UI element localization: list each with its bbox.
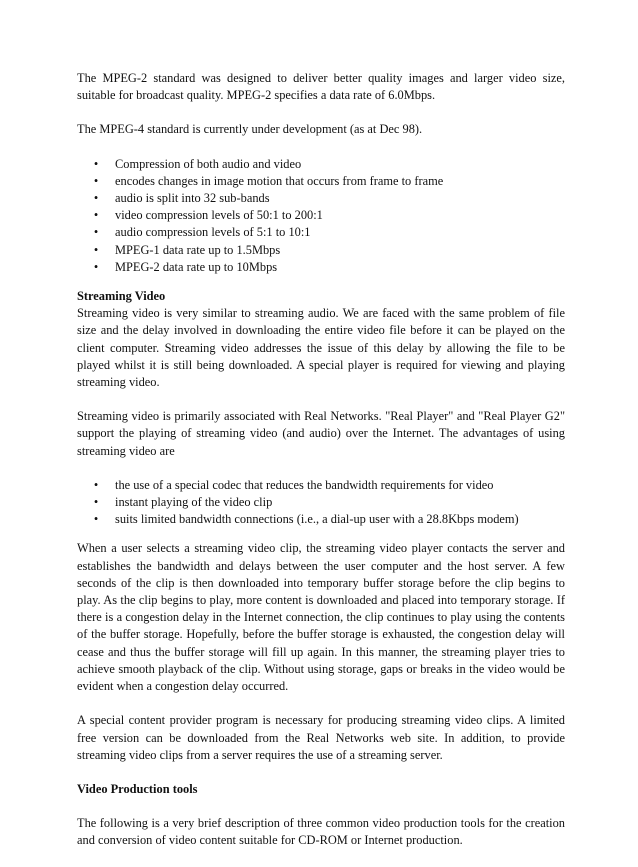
video-production-tools-heading: Video Production tools <box>77 781 198 796</box>
bullet-icon: • <box>93 173 99 188</box>
mpeg4-paragraph: The MPEG-4 standard is currently under development (as at Dec 98). <box>77 122 423 137</box>
bullet-icon: • <box>93 259 99 274</box>
advantages-list <box>77 477 565 529</box>
list-item: • encodes changes in image motion that occurs from frame to frame <box>77 173 565 190</box>
list-item: • audio compression levels of 5:1 to 10:1 <box>77 224 565 241</box>
mpeg2-paragraph: The MPEG-2 standard was designed to deliver better quality images and larger video size, suitable for broadcast quality. MPEG-2 specifies a data rate of 6.0Mbps. <box>77 71 565 103</box>
bullet-icon: • <box>93 156 99 171</box>
document-page <box>77 70 565 867</box>
list-item: • video compression levels of 50:1 to 200:1 <box>77 207 565 224</box>
mpeg4-feature-list <box>77 156 565 276</box>
tools-intro-paragraph: The following is a very brief description of three common video production tools for the creation and conversion of video content suitable for CD-ROM or Internet production. <box>77 816 565 848</box>
bullet-icon: • <box>93 191 99 206</box>
bullet-icon: • <box>93 225 99 240</box>
bullet-icon: • <box>93 242 99 257</box>
list-item: • MPEG-1 data rate up to 1.5Mbps <box>77 242 565 259</box>
bullet-icon: • <box>93 512 99 527</box>
real-networks-paragraph: Streaming video is primarily associated with Real Networks. "Real Player" and "Real Player G2" support the playing of streaming video (and audio) over the Internet. The advantages of using streaming video are <box>77 409 565 458</box>
list-item: • suits limited bandwidth connections (i.e., a dial-up user with a 28.8Kbps modem) <box>77 511 565 528</box>
list-item: • the use of a special codec that reduces the bandwidth requirements for video <box>77 477 565 494</box>
streaming-process-paragraph: When a user selects a streaming video clip, the streaming video player contacts the server and establishes the bandwidth and delays between the user computer and the host server. A few seconds of the clip is then downloaded into temporary buffer storage before the clip begins to play. As the clip begins to play, more content is downloaded and placed into temporary storage. If there is a congestion delay in the Internet connection, the clip continues to play using the contents of the buffer storage. Hopefully, before the buffer storage is exhausted, the congestion delay will cease and thus the buffer storage will fill up again. In this manner, the streaming player tries to achieve smooth playback of the clip. Without using storage, gaps or breaks in the video would be evident when a congestion delay occurred. <box>77 541 565 694</box>
bullet-icon: • <box>93 208 99 223</box>
streaming-video-heading: Streaming Video <box>77 289 166 304</box>
list-item: • audio is split into 32 sub-bands <box>77 190 565 207</box>
bullet-icon: • <box>93 477 99 492</box>
list-item: • MPEG-2 data rate up to 10Mbps <box>77 259 565 276</box>
bullet-icon: • <box>93 495 99 510</box>
streaming-video-paragraph: Streaming video is very similar to streaming audio. We are faced with the same problem of file size and the delay involved in downloading the entire video file before it can be played on the client computer. Streaming video addresses the issue of this delay by allowing the file to be played whilst it is still being downloaded. A special player is required for viewing and playing streaming video. <box>77 306 565 390</box>
content-provider-paragraph: A special content provider program is necessary for producing streaming video clips. A limited free version can be downloaded from the Real Networks web site. In addition, to provide streaming video clips from a server requires the use of a streaming server. <box>77 713 565 762</box>
list-item: • Compression of both audio and video <box>77 156 565 173</box>
list-item: • instant playing of the video clip <box>77 494 565 511</box>
